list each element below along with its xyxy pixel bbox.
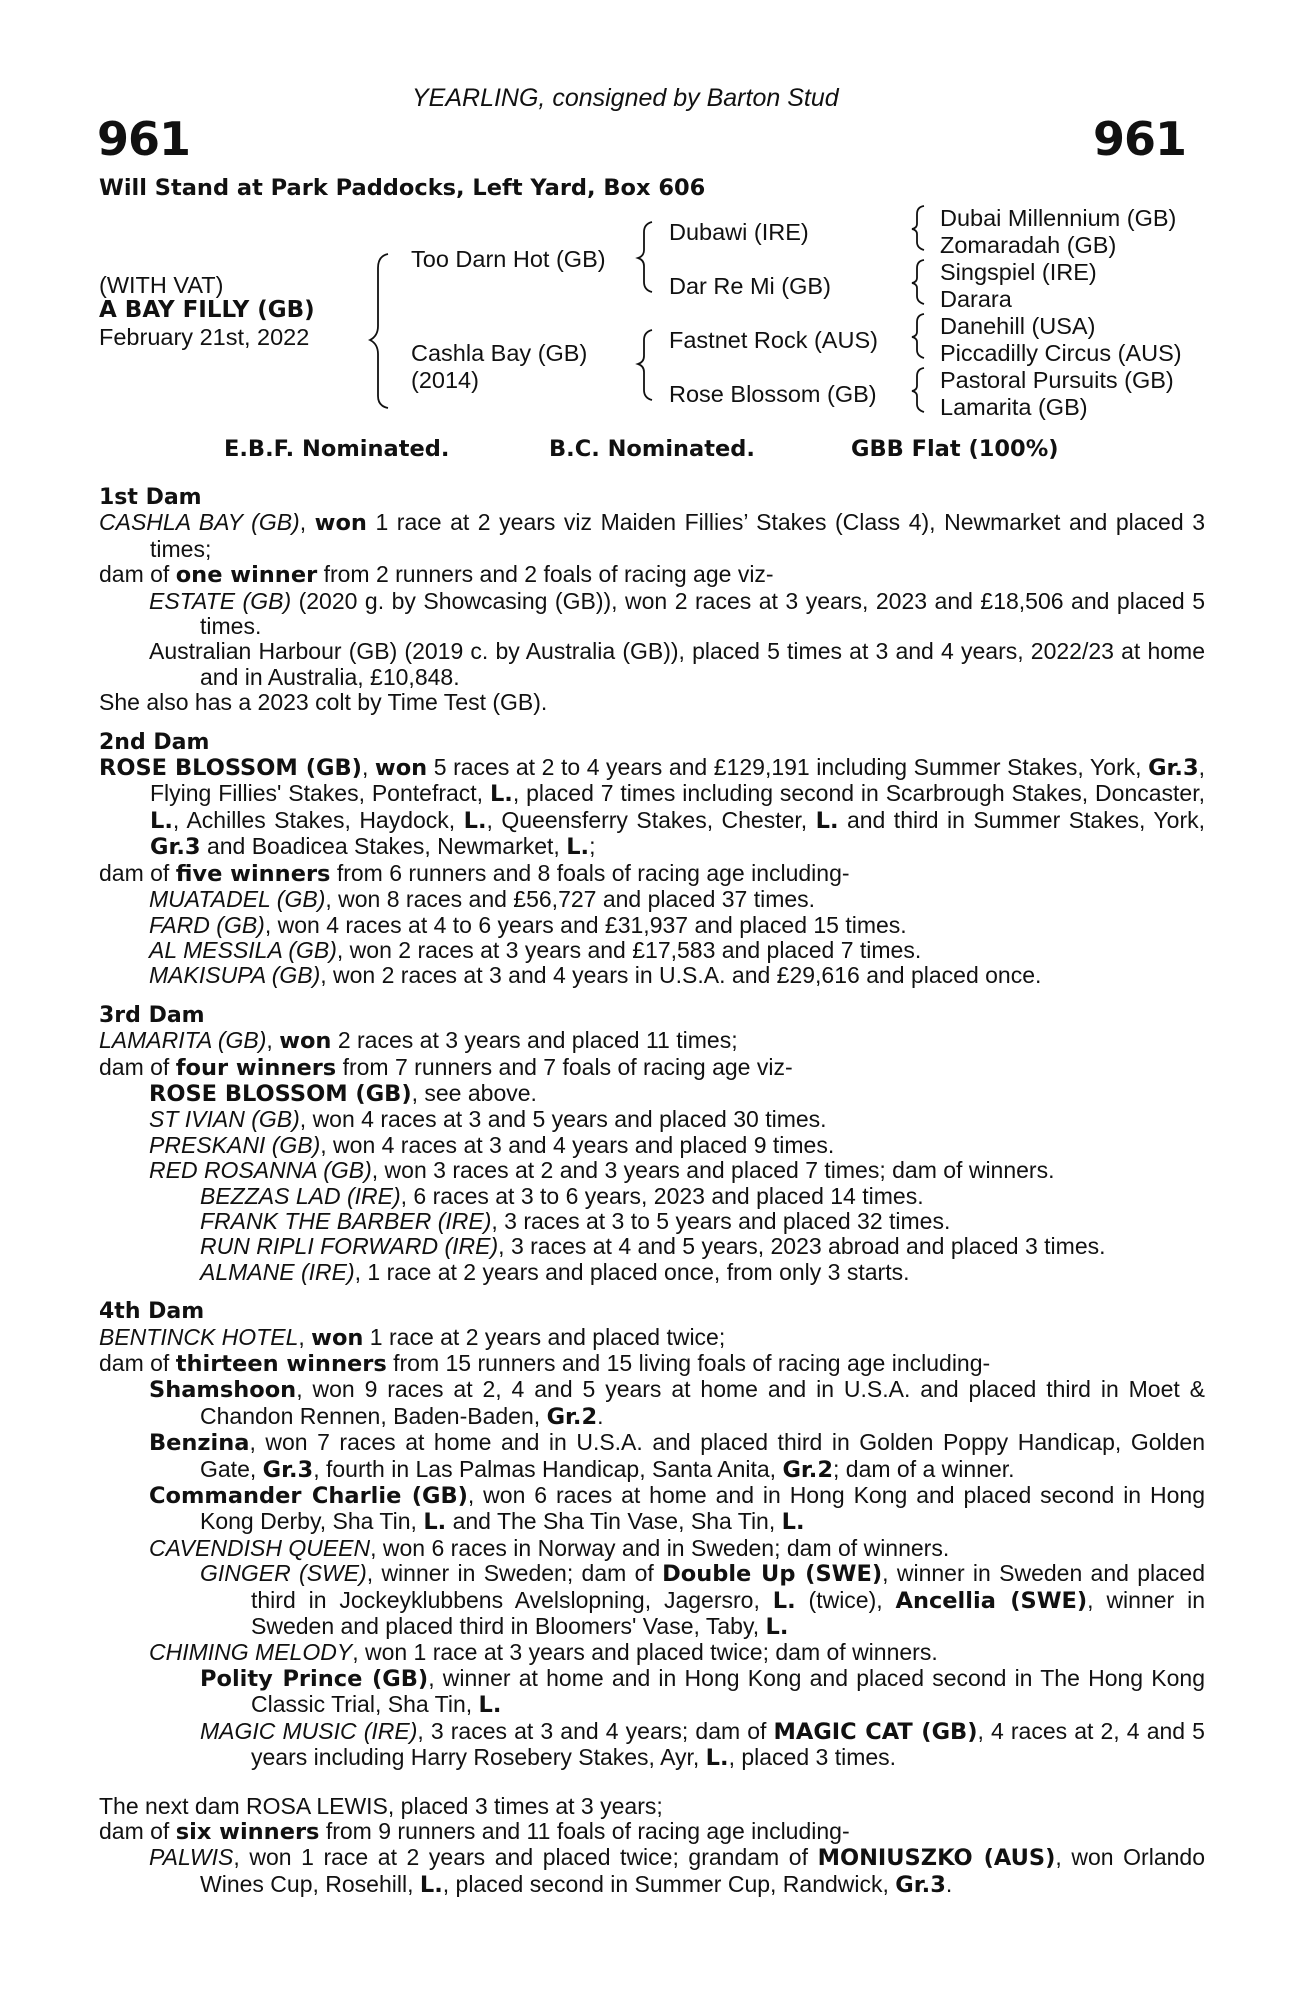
third-dam-heading: 3rd Dam [99, 1002, 205, 1028]
produce-st-ivian: ST IVIAN (GB), won 4 races at 3 and 5 years and placed 30 times. [149, 1106, 827, 1133]
page-subtitle: YEARLING, consigned by Barton Stud [412, 84, 839, 112]
brace-gg3 [912, 314, 924, 358]
produce-bezzas-lad: BEZZAS LAD (IRE), 6 races at 3 to 6 years, 2023 and placed 14 times. [200, 1182, 924, 1209]
produce-ginger: GINGER (SWE), winner in Sweden; dam of Double Up (SWE), winner in Sweden and placed third in Jockeyklubbens Avelslopning, Jagersro, L. (twice), Ancellia (SWE), winner in Sweden and placed third in Bloomers' Vase, Taby, L. [200, 1560, 1206, 1641]
brace-main [370, 254, 388, 408]
next-dam-record: The next dam ROSA LEWIS, placed 3 times at 3 years; [99, 1792, 663, 1819]
gbb-flat: GBB Flat (100%) [851, 436, 1059, 462]
dam-year: (2014) [411, 367, 479, 393]
produce-benzina: Benzina, won 7 races at home and in U.S.A. and placed third in Golden Poppy Handicap, Golden Gate, Gr.3, fourth in Las Palmas Handicap, Santa Anita, Gr.2; dam of a winner. [149, 1429, 1205, 1483]
produce-rose-blossom: ROSE BLOSSOM (GB), see above. [149, 1079, 537, 1107]
produce-muatadel: MUATADEL (GB), won 8 races and £56,727 and placed 37 times. [149, 886, 816, 913]
fourth-dam-produce: dam of thirteen winners from 15 runners and 15 living foals of racing age including- [99, 1350, 991, 1377]
catalogue-body [99, 471, 1205, 1898]
sire-dam: Dar Re Mi (GB) [669, 273, 831, 299]
brace-gg1 [912, 206, 924, 250]
produce-frank-the-barber: FRANK THE BARBER (IRE), 3 races at 3 to 5 years and placed 32 times. [200, 1207, 951, 1234]
second-dam-produce: dam of five winners from 6 runners and 8 foals of racing age including- [99, 859, 850, 887]
produce-makisupa: MAKISUPA (GB), won 2 races at 3 and 4 years in U.S.A. and £29,616 and placed once. [149, 962, 1042, 989]
next-dam-produce: dam of six winners from 9 runners and 11 foals of racing age including- [99, 1817, 850, 1845]
first-dam-heading: 1st Dam [99, 485, 202, 510]
produce-commander-charlie: Commander Charlie (GB), won 6 races at home and in Hong Kong and placed second in Hong Kong Derby, Sha Tin, L. and The Sha Tin Vase, Sha Tin, L. [149, 1482, 1205, 1536]
fourth-dam-heading: 4th Dam [99, 1299, 205, 1325]
dam-sire: Fastnet Rock (AUS) [669, 327, 878, 353]
vat-label: (WITH VAT) [99, 272, 224, 298]
ggp-6: Piccadilly Circus (AUS) [940, 340, 1182, 366]
produce-al-messila: AL MESSILA (GB), won 2 races at 3 years and £17,583 and placed 7 times. [149, 936, 922, 963]
brace-sire [638, 222, 652, 292]
produce-cavendish-queen: CAVENDISH QUEEN, won 6 races in Norway and in Sweden; dam of winners. [149, 1534, 950, 1561]
ggp-1: Dubai Millennium (GB) [940, 205, 1177, 231]
ggp-5: Danehill (USA) [940, 313, 1096, 339]
produce-estate: ESTATE (GB) (2020 g. by Showcasing (GB)), won 2 races at 3 years, 2023 and £18,506 and placed 5 times. [149, 587, 1205, 640]
produce-shamshoon: Shamshoon, won 9 races at 2, 4 and 5 years at home and in U.S.A. and placed third in Moet & Chandon Rennen, Baden-Baden, Gr.2. [149, 1376, 1205, 1430]
ggp-8: Lamarita (GB) [940, 394, 1088, 420]
horse-name: A BAY FILLY (GB) [99, 297, 315, 323]
produce-polity-prince: Polity Prince (GB), winner at home and in Hong Kong and placed second in The Hong Kong Classic Trial, Sha Tin, L. [200, 1664, 1205, 1719]
ebf-nomination: E.B.F. Nominated. [224, 436, 450, 462]
fourth-dam-record: BENTINCK HOTEL, won 1 race at 2 years and placed twice; [99, 1323, 726, 1351]
ggp-7: Pastoral Pursuits (GB) [940, 367, 1174, 393]
produce-almane: ALMANE (IRE), 1 race at 2 years and placed once, from only 3 starts. [200, 1258, 910, 1285]
ggp-2: Zomaradah (GB) [940, 232, 1117, 258]
produce-run-ripli-forward: RUN RIPLI FORWARD (IRE), 3 races at 4 and 5 years, 2023 abroad and placed 3 times. [200, 1233, 1106, 1260]
produce-magic-music: MAGIC MUSIC (IRE), 3 races at 3 and 4 years; dam of MAGIC CAT (GB), 4 races at 2, 4 and 5 years including Harry Rosebery Stakes, Ayr, L., placed 3 times. [200, 1717, 1205, 1772]
first-dam-note: She also has a 2023 colt by Time Test (GB). [99, 689, 548, 716]
produce-palwis: PALWIS, won 1 race at 2 years and placed twice; grandam of MONIUSZKO (AUS), won Orlando Wines Cup, Rosehill, L., placed second in Summer Cup, Randwick, Gr.3. [149, 1844, 1205, 1898]
second-dam-heading: 2nd Dam [99, 729, 210, 755]
produce-australian-harbour: Australian Harbour (GB) (2019 c. by Australia (GB)), placed 5 times at 3 and 4 years, 2022/23 at home and in Australia, £10,848. [149, 638, 1205, 690]
third-dam-produce: dam of four winners from 7 runners and 7 foals of racing age viz- [99, 1053, 793, 1081]
bc-nomination: B.C. Nominated. [549, 436, 755, 462]
dam-name: Cashla Bay (GB) [411, 340, 588, 366]
dam-dam: Rose Blossom (GB) [669, 381, 877, 407]
first-dam-produce: dam of one winner from 2 runners and 2 foals of racing age viz- [99, 561, 774, 589]
stand-location: Will Stand at Park Paddocks, Left Yard, Box 606 [99, 175, 706, 201]
third-dam-record: LAMARITA (GB), won 2 races at 3 years and placed 11 times; [99, 1027, 738, 1055]
produce-preskani: PRESKANI (GB), won 4 races at 3 and 4 years and placed 9 times. [149, 1131, 835, 1158]
brace-dam [638, 330, 652, 400]
sire-sire: Dubawi (IRE) [669, 219, 809, 245]
produce-fard: FARD (GB), won 4 races at 4 to 6 years and £31,937 and placed 15 times. [149, 911, 907, 938]
first-dam-record: CASHLA BAY (GB), won 1 race at 2 years viz Maiden Fillies’ Stakes (Class 4), Newmarket and placed 3 times; [99, 509, 1205, 562]
produce-chiming-melody: CHIMING MELODY, won 1 race at 3 years and placed twice; dam of winners. [149, 1639, 938, 1666]
second-dam-record: ROSE BLOSSOM (GB), won 5 races at 2 to 4 years and £129,191 including Summer Stakes, York, Gr.3, Flying Fillies' Stakes, Pontefract, L., placed 7 times including second in Scarbrough Stakes, Doncaster, L., Achilles Stakes, Haydock, L., Queensferry Stakes, Chester, L. and third in Summer Stakes, York, Gr.3 and Boadicea Stakes, Newmarket, L.; [99, 754, 1206, 861]
lot-number-left: 961 [97, 112, 191, 166]
date-of-birth: February 21st, 2022 [99, 324, 310, 350]
lot-number-right: 961 [1093, 112, 1187, 166]
sire-name: Too Darn Hot (GB) [411, 246, 606, 272]
brace-gg4 [912, 368, 924, 412]
produce-red-rosanna: RED ROSANNA (GB), won 3 races at 2 and 3 years and placed 7 times; dam of winners. [149, 1157, 1055, 1184]
brace-gg2 [912, 260, 924, 304]
ggp-3: Singspiel (IRE) [940, 259, 1097, 285]
ggp-4: Darara [940, 286, 1012, 312]
